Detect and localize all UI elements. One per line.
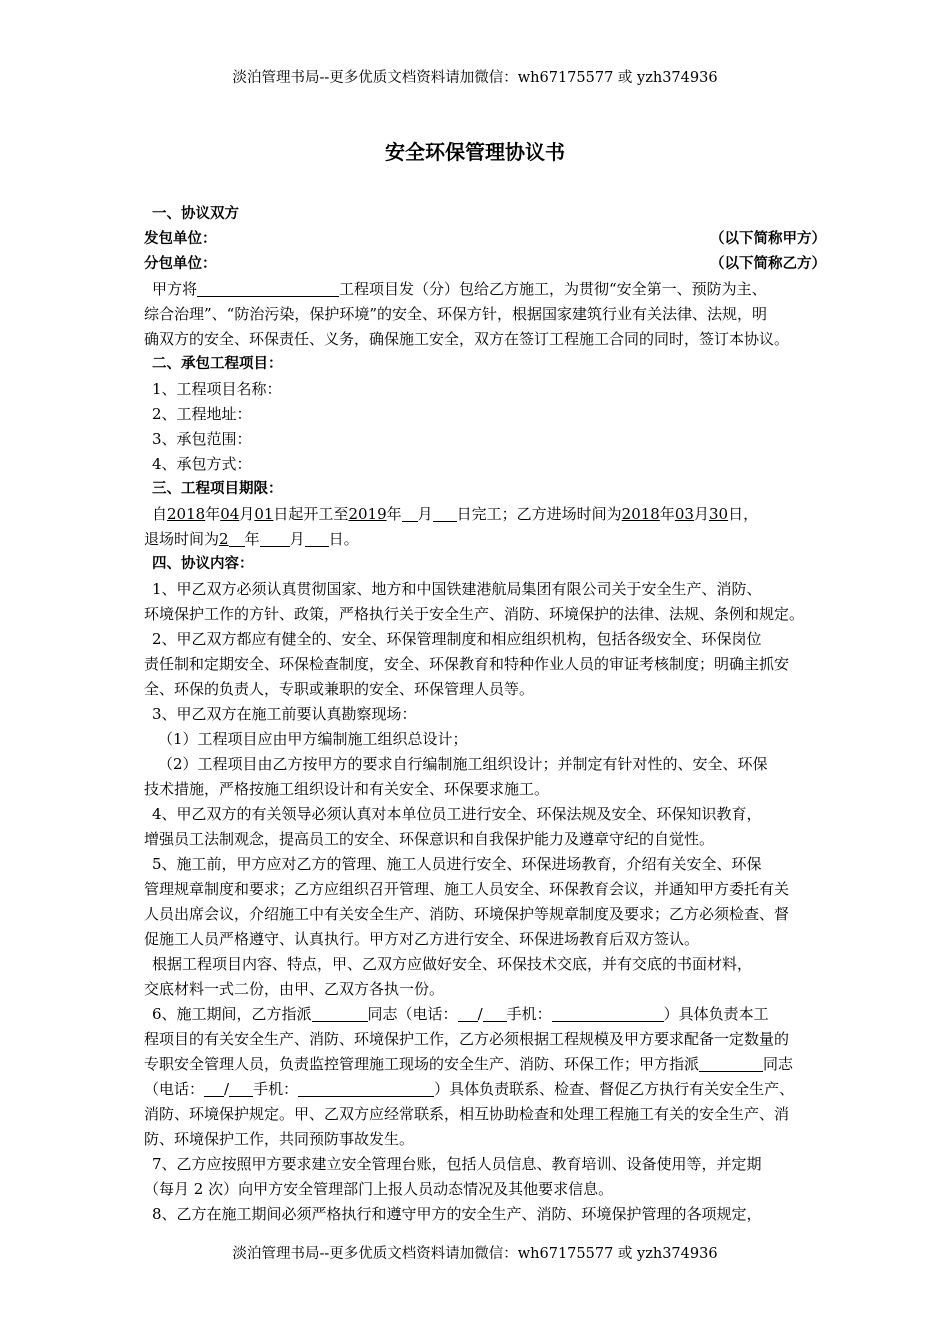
clause-line: 3、甲乙双方在施工前要认真勘察现场： [152, 705, 417, 723]
exit-year: 2 [219, 530, 229, 548]
subcontractor-label: 分包单位： [144, 256, 217, 272]
project-item: 1、工程项目名称： [152, 380, 282, 398]
entry-month: 03 [674, 505, 694, 523]
project-item: 3、承包范围： [152, 430, 252, 448]
section-heading-term: 三、工程项目期限： [152, 481, 283, 497]
term-line-1: 自2018年04月01日起开工至2019年 月 日完工；乙方进场时间为2018年03月30日， [152, 505, 759, 523]
employer-rep-blank [699, 1054, 763, 1072]
entry-day: 30 [708, 505, 729, 523]
clause-line: 根据工程项目内容、特点，甲、乙双方应做好安全、环保技术交底，并有交底的书面材料， [152, 955, 753, 973]
project-name-blank [197, 279, 339, 297]
page-header: 淡泊管理书局--更多优质文档资料请加微信：wh67175577 或 yzh374936 [232, 70, 718, 86]
start-day: 01 [254, 505, 274, 523]
section-heading-parties: 一、协议双方 [152, 206, 239, 222]
clause-line: 人员出席会议，介绍施工中有关安全生产、消防、环境保护等规章制度及要求；乙方必须检查、督 [144, 905, 790, 923]
clause-line: 促施工人员严格遵守、认真执行。甲方对乙方进行安全、环保进场教育后双方签认。 [144, 930, 700, 948]
employer-line [144, 227, 850, 252]
clause-line: 5、施工前，甲方应对乙方的管理、施工人员进行安全、环保进场教育，介绍有关安全、环保 [152, 855, 762, 873]
end-day-blank [433, 504, 457, 522]
phone-area-blank-2 [204, 1079, 224, 1097]
clause-line: （2）工程项目由乙方按甲方的要求自行编制施工组织设计；并制定有针对性的、安全、环保 [158, 755, 768, 773]
intro-line-1: 甲方将 工程项目发（分）包给乙方施工，为贯彻“安全第一、预防为主、 [152, 280, 767, 298]
phone-blank [483, 1004, 507, 1022]
clause-6-line-4: （电话： / 手机： ）具体负责联系、检查、督促乙方执行有关安全生产、 [144, 1080, 795, 1098]
entry-year: 2018 [621, 505, 660, 523]
project-item: 2、工程地址： [152, 405, 252, 423]
intro-line-2: 综合治理”、“防治污染，保护环境”的安全、环保方针，根据国家建筑行业有关法律、法规，明 [144, 305, 768, 323]
clause-line: 8、乙方在施工期间必须严格执行和遵守甲方的安全生产、消防、环境保护管理的各项规定， [152, 1205, 762, 1223]
section-heading-project: 二、承包工程项目： [152, 356, 283, 372]
clause-line: 1、甲乙双方必须认真贯彻国家、地方和中国铁建港航局集团有限公司关于安全生产、消防、 [152, 580, 762, 598]
clause-line: 程项目的有关安全生产、消防、环境保护工作，乙方必须根据工程规模及甲方要求配备一定数量的 [144, 1030, 790, 1048]
clause-line: 7、乙方应按照甲方要求建立安全管理台账，包括人员信息、教育培训、设备使用等，并定期 [152, 1155, 762, 1173]
end-year: 2019 [348, 505, 387, 523]
page-footer: 淡泊管理书局--更多优质文档资料请加微信：wh67175577 或 yzh374936 [232, 1246, 718, 1262]
clause-line: 环境保护工作的方针、政策，严格执行关于安全生产、消防、环境保护的法律、法规、条例和规定。 [144, 605, 805, 623]
clause-6-line-3: 专职安全管理人员，负责监控管理施工现场的安全生产、消防、环保工作；甲方指派 同志 [144, 1055, 794, 1073]
intro-line-3: 确双方的安全、环保责任、义务，确保施工安全，双方在签订工程施工合同的同时，签订本协议。 [144, 330, 790, 348]
clause-line: 消防、环境保护规定。甲、乙双方应经常联系，相互协助检查和处理工程施工有关的安全生产、消 [144, 1105, 790, 1123]
mobile-blank [552, 1004, 664, 1022]
mobile-blank-2 [298, 1079, 434, 1097]
document-body [144, 202, 850, 1227]
clause-line: 4、甲乙双方的有关领导必须认真对本单位员工进行安全、环保法规及安全、环保知识教育， [152, 805, 762, 823]
document-title: 安全环保管理协议书 [385, 140, 565, 164]
term-line-2: 退场时间为2 年 月 日。 [144, 530, 359, 548]
clause-line: 交底材料一式二份，由甲、乙双方各执一份。 [144, 980, 445, 998]
clause-line: （1）工程项目应由甲方编制施工组织总设计； [158, 730, 468, 748]
employer-label: 发包单位： [144, 231, 217, 247]
start-month: 04 [220, 505, 240, 523]
clause-line: （每月 2 次）向甲方安全管理部门上报人员动态情况及其他要求信息。 [144, 1180, 614, 1198]
contractor-rep-blank [312, 1004, 368, 1022]
project-item: 4、承包方式： [152, 455, 252, 473]
phone-blank-2 [229, 1079, 253, 1097]
clause-6-line-1: 6、施工期间，乙方指派 同志（电话： / 手机： ）具体负责本工 [152, 1005, 769, 1023]
phone-area-blank [458, 1004, 478, 1022]
employer-note: （以下简称甲方） [710, 231, 826, 247]
exit-month-blank [260, 529, 290, 547]
clause-line: 管理规章制度和要求；乙方应组织召开管理、施工人员安全、环保教育会议，并通知甲方委托有关 [144, 880, 790, 898]
subcontractor-line [144, 252, 850, 277]
subcontractor-note: （以下简称乙方） [710, 256, 826, 272]
end-month-blank [402, 504, 418, 522]
clause-line: 2、甲乙双方都应有健全的、安全、环保管理制度和相应组织机构，包括各级安全、环保岗位 [152, 630, 762, 648]
clause-line: 责任制和定期安全、环保检查制度，安全、环保教育和特种作业人员的审证考核制度；明确主抓安 [144, 655, 790, 673]
clause-line: 技术措施，严格按施工组织设计和有关安全、环保要求施工。 [144, 780, 550, 798]
section-heading-content: 四、协议内容： [152, 556, 254, 572]
start-year: 2018 [167, 505, 206, 523]
clause-line: 全、环保的负责人，专职或兼职的安全、环保管理人员等。 [144, 680, 535, 698]
clause-line: 增强员工法制观念，提高员工的安全、环保意识和自我保护能力及遵章守纪的自觉性。 [144, 830, 715, 848]
exit-day-blank [305, 529, 329, 547]
clause-line: 防、环境保护工作，共同预防事故发生。 [144, 1130, 415, 1148]
